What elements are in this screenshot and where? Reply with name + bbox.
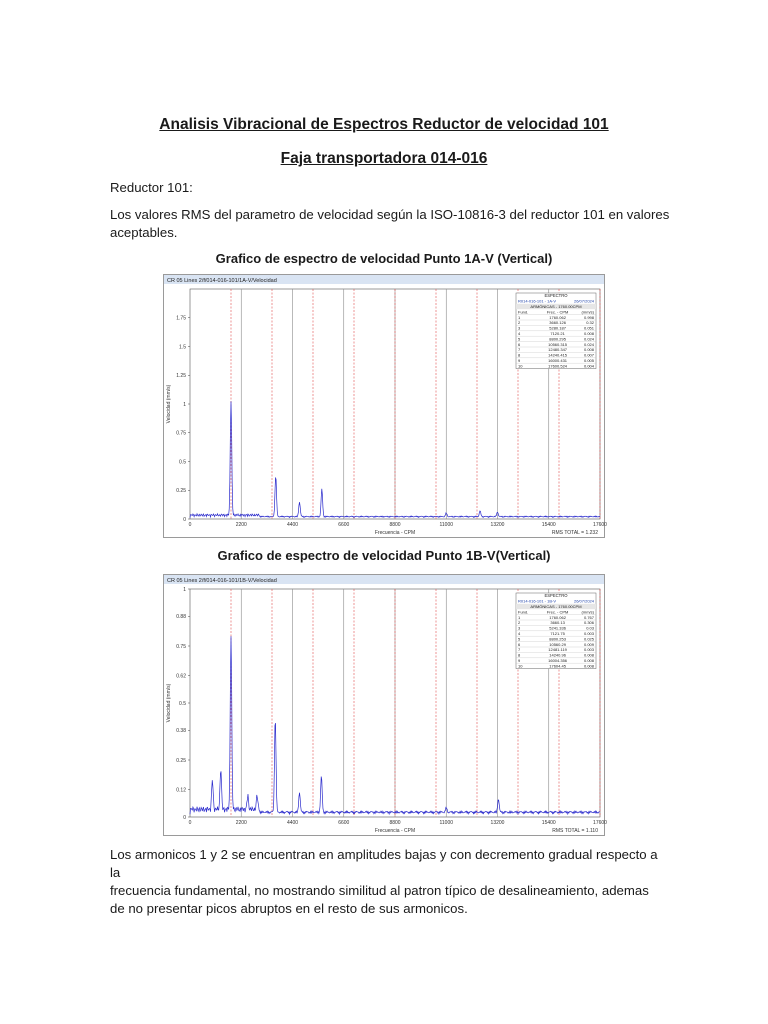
- x-tick-label: 0: [188, 522, 192, 528]
- harmonics-table-cell: 0.03: [586, 625, 594, 631]
- spectrum-chart-1a: [163, 274, 605, 538]
- harmonics-table-col-header: (mm/s): [581, 609, 594, 615]
- x-tick-label: 17600: [593, 522, 607, 528]
- harmonics-table-cell: 0.008: [583, 658, 594, 663]
- harmonics-table-cell: 5: [518, 336, 521, 342]
- harmonics-table-sub: ARMÓNICAS - 1760.00CPM: [530, 604, 582, 609]
- x-tick-label: 2200: [235, 820, 247, 826]
- x-tick-label: 11000: [439, 820, 454, 826]
- harmonics-table-cell: 12480.347: [548, 347, 568, 353]
- harmonics-table-cell: 0.008: [583, 331, 594, 336]
- x-tick-label: 4400: [286, 522, 299, 528]
- harmonics-table-cell: 10560.315: [548, 341, 568, 347]
- y-tick-label: 0.88: [176, 614, 186, 621]
- x-tick-label: 2200: [235, 522, 247, 528]
- harmonics-table-cell: 0.998: [583, 314, 594, 320]
- harmonics-table-cell: 4: [518, 631, 521, 636]
- harmonics-table-cell: 0.024: [583, 341, 594, 347]
- y-tick-label: 0.5: [179, 459, 186, 466]
- spectrum-chart-1b: [163, 574, 605, 836]
- harmonics-table-cell: 16004.356: [548, 658, 568, 663]
- chart-caption-1: Grafico de espectro de velocidad Punto 1A-V (Vertical): [215, 251, 553, 266]
- chart-window-title: CR 05 Lines 2/f/014-016-101/1B-V/Velocidad: [167, 578, 277, 584]
- y-tick-label: 0.5: [179, 700, 186, 707]
- harmonics-table-cell: 3: [518, 325, 521, 331]
- y-tick-label: 0: [183, 516, 186, 523]
- harmonics-table-cell: 0.008: [583, 652, 594, 658]
- harmonics-table-cell: 3660.126: [549, 320, 566, 326]
- y-tick-label: 1: [183, 401, 186, 408]
- x-tick-label: 4400: [286, 820, 299, 826]
- harmonics-table-cell: 12481.119: [548, 647, 567, 653]
- x-tick-label: 11000: [439, 522, 454, 528]
- harmonics-table-col-header: Frec. - CPM: [546, 309, 569, 315]
- intro-paragraph: [110, 206, 670, 242]
- intro-line-1: Los valores RMS del parametro de velocidad según la ISO-10816-3 del reductor 101 en valores: [110, 207, 670, 222]
- y-tick-label: 0.25: [176, 757, 186, 764]
- conclusion-line-2: frecuencia fundamental, no mostrando similitud al patron típico de desalineamiento, ademas: [110, 883, 649, 898]
- harmonics-table-cell: 0.005: [583, 358, 594, 363]
- harmonics-table-cell: 6: [518, 341, 521, 347]
- y-tick-label: 0: [183, 814, 186, 821]
- rms-total-label: RMS TOTAL = 1.110: [552, 828, 598, 834]
- harmonics-table-cell: 10560.29: [549, 641, 566, 647]
- x-axis-label: Frecuencia - CPM: [374, 828, 416, 834]
- harmonics-table-cell: 7120.21: [550, 331, 565, 336]
- harmonics-table-cell: 0.003: [583, 631, 594, 636]
- y-axis-label: Velocidad (mm/s): [166, 683, 172, 723]
- harmonics-table-cell: 2: [518, 320, 521, 326]
- conclusion-paragraph: [110, 846, 670, 918]
- rms-total-label: RMS TOTAL = 1.232: [551, 530, 598, 536]
- harmonics-table-cell: 1760.062: [549, 614, 566, 620]
- harmonics-table-cell: 8: [518, 352, 521, 358]
- harmonics-table-cell: 5280.187: [549, 325, 566, 331]
- harmonics-table-cell: 0.32: [586, 320, 594, 326]
- x-tick-label: 8800: [389, 820, 401, 826]
- harmonics-table-cell: 9: [518, 658, 521, 663]
- harmonics-table: [516, 593, 596, 669]
- y-tick-label: 0.62: [176, 673, 186, 680]
- conclusion-line-1: Los armonicos 1 y 2 se encuentran en amplitudes bajas y con decremento gradual respecto a la: [110, 847, 658, 880]
- harmonics-table-cell: 7: [518, 647, 521, 653]
- x-tick-label: 8800: [389, 522, 401, 528]
- harmonics-table-cell: 1760.062: [549, 314, 566, 320]
- harmonics-table-cell: 5: [518, 636, 521, 642]
- harmonics-table-cell: 1: [518, 614, 521, 620]
- harmonics-table-col-header: Fund.: [518, 609, 529, 615]
- x-tick-label: 6600: [338, 820, 350, 826]
- harmonics-table-header: ESPECTRO: [544, 593, 568, 599]
- x-axis-label: Frecuencia - CPM: [374, 530, 416, 536]
- harmonics-table-cell: 0.009: [583, 641, 594, 647]
- y-tick-label: 1.25: [176, 373, 186, 380]
- harmonics-table-cell: 2: [518, 620, 521, 626]
- harmonics-table-cell: 0.767: [583, 614, 594, 620]
- harmonics-table-cell: 1: [518, 314, 521, 320]
- harmonics-table-col-header: (mm/s): [581, 309, 594, 315]
- harmonics-table-cell: 0.025: [583, 636, 594, 642]
- harmonics-table-cell: 17604.45: [549, 663, 566, 669]
- harmonics-table-cell: 0.004: [583, 363, 594, 369]
- harmonics-table-cell: 0.007: [583, 352, 594, 358]
- harmonics-table-cell: 9: [518, 358, 521, 363]
- document-subtitle: Faja transportadora 014-016: [280, 150, 488, 167]
- x-tick-label: 15400: [541, 522, 556, 528]
- harmonics-table-cell: 17600.524: [548, 363, 568, 369]
- chart-window-title: CR 05 Lines 2/f/014-016-101/1A-V/Velocidad: [167, 278, 277, 284]
- spectrum-chart-1a-svg: [164, 275, 607, 537]
- harmonics-table-cell: 8800.253: [549, 636, 566, 642]
- harmonics-table-date: 26/07/2024: [573, 298, 594, 304]
- harmonics-table-col-header: Fund.: [518, 309, 529, 315]
- harmonics-table-id: R014-016-101 - 1A-V: [518, 298, 557, 304]
- intro-line-2: aceptables.: [110, 225, 178, 240]
- x-tick-label: 6600: [338, 522, 350, 528]
- harmonics-table-col-header: Frec. - CPM: [546, 609, 569, 615]
- harmonics-table-date: 26/07/2024: [573, 598, 594, 604]
- harmonics-table-id: R014-016-101 - 1B-V: [518, 598, 557, 604]
- chart-caption-2: Grafico de espectro de velocidad Punto 1B-V(Vertical): [217, 548, 551, 563]
- harmonics-table: [516, 293, 596, 369]
- y-tick-label: 1.75: [176, 315, 186, 322]
- harmonics-table-cell: 0.008: [583, 347, 594, 353]
- harmonics-table-cell: 10: [518, 363, 523, 369]
- harmonics-table-cell: 7121.75: [550, 631, 565, 636]
- y-tick-label: 1.5: [179, 344, 186, 351]
- document-title: Analisis Vibracional de Espectros Reductor de velocidad 101: [159, 116, 609, 133]
- harmonics-table-cell: 0.024: [583, 336, 594, 342]
- harmonics-table-cell: 0.306: [583, 620, 594, 626]
- y-tick-label: 1: [183, 586, 186, 593]
- harmonics-table-cell: 16000.431: [548, 358, 568, 363]
- harmonics-table-cell: 4: [518, 331, 521, 336]
- y-tick-label: 0.75: [176, 643, 186, 650]
- harmonics-table-cell: 8800.295: [549, 336, 566, 342]
- x-tick-label: 15400: [541, 820, 556, 826]
- y-axis-label: Velocidad (mm/s): [166, 384, 172, 424]
- harmonics-table-cell: 5241.336: [549, 625, 566, 631]
- harmonics-table-cell: 7: [518, 347, 521, 353]
- spectrum-chart-1b-svg: [164, 575, 607, 835]
- harmonics-table-cell: 10: [518, 663, 523, 669]
- y-tick-label: 0.38: [176, 728, 186, 735]
- harmonics-table-cell: 14240.96: [549, 652, 566, 658]
- x-tick-label: 13200: [490, 820, 505, 826]
- harmonics-table-cell: 6: [518, 641, 521, 647]
- x-tick-label: 0: [188, 820, 192, 826]
- y-tick-label: 0.12: [176, 787, 186, 794]
- conclusion-line-3: de no presentar picos abruptos en el resto de sus armonicos.: [110, 901, 468, 916]
- harmonics-table-cell: 3: [518, 625, 521, 631]
- harmonics-table-cell: 0.051: [583, 325, 594, 331]
- harmonics-table-sub: ARMÓNICAS - 1760.00CPM: [530, 304, 582, 309]
- harmonics-table-cell: 3660.13: [550, 620, 565, 626]
- harmonics-table-cell: 0.008: [583, 663, 594, 669]
- y-tick-label: 0.75: [176, 430, 186, 437]
- x-tick-label: 13200: [490, 522, 505, 528]
- x-tick-label: 17600: [593, 820, 607, 826]
- harmonics-table-cell: 0.003: [583, 647, 594, 653]
- harmonics-table-cell: 8: [518, 652, 521, 658]
- y-tick-label: 0.25: [176, 488, 186, 495]
- harmonics-table-header: ESPECTRO: [544, 293, 568, 299]
- harmonics-table-cell: 14240.415: [548, 352, 568, 358]
- section-heading: Reductor 101:: [110, 180, 193, 195]
